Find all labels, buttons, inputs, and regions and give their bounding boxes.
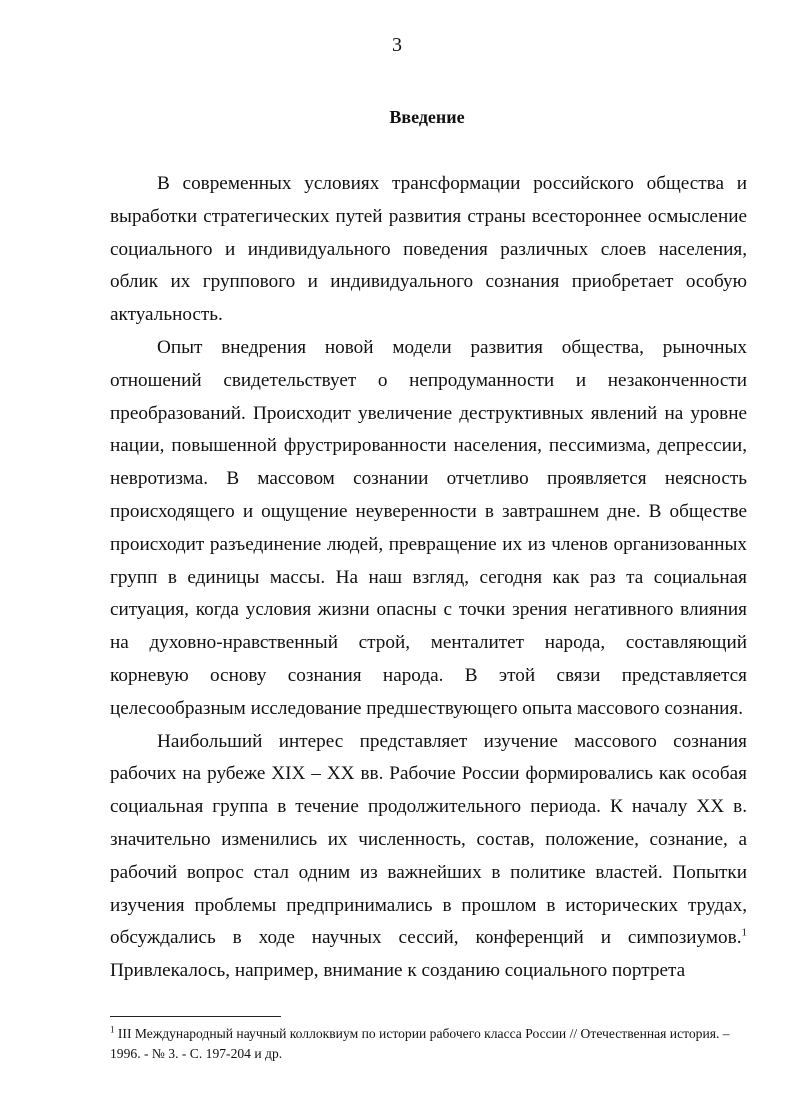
paragraph-3-continuation: Привлекалось, например, внимание к созданию социального портрета (110, 960, 686, 982)
page-number: 3 (392, 34, 402, 56)
footnote-divider (110, 1016, 281, 1017)
body-text (110, 168, 747, 988)
paragraph-3-text: Наибольший интерес представляет изучение массового сознания рабочих на рубеже XIX – XX вв. Рабочие России формировались как особая социальная группа в течение продолжительного периода. К началу XX в. значительно изменились их численность, состав, положение, сознание, а рабочий вопрос стал одним из важнейших в политике властей. Попытки изучения проблемы предпринимались в прошлом в исторических трудах, обсуждались в ходе научных сессий, конференций и симпозиумов. (110, 730, 747, 949)
paragraph-1: В современных условиях трансформации российского общества и выработки стратегических путей развития страны всестороннее осмысление социального и индивидуального поведения различных слоев населения, облик их группового и индивидуального сознания приобретает особую актуальность. (110, 173, 747, 326)
section-heading: Введение (389, 107, 465, 127)
paragraph-3 (110, 726, 747, 988)
footnote-text: III Международный научный коллоквиум по истории рабочего класса России // Отечественная история. – 1996. - № 3. - С. 197-204 и др. (110, 1026, 730, 1061)
paragraph-2: Опыт внедрения новой модели развития общества, рыночных отношений свидетельствует о непродуманности и незаконченности преобразований. Происходит увеличение деструктивных явлений на уровне нации, повышенной фрустрированности населения, пессимизма, депрессии, невротизма. В массовом сознании отчетливо проявляется неясность происходящего и ощущение неуверенности в завтрашнем дне. В обществе происходит разъединение людей, превращение их из членов организованных групп в единицы массы. На наш взгляд, сегодня как раз та социальная ситуация, когда условия жизни опасны с точки зрения негативного влияния на духовно-нравственный строй, менталитет народа, составляющий корневую основу сознания народа. В этой связи представляется целесообразным исследование предшествующего опыта массового сознания. (110, 336, 747, 719)
footnote-number: 1 (110, 1024, 115, 1035)
footnote-reference[interactable]: 1 (741, 926, 747, 939)
footnote (110, 1024, 747, 1064)
